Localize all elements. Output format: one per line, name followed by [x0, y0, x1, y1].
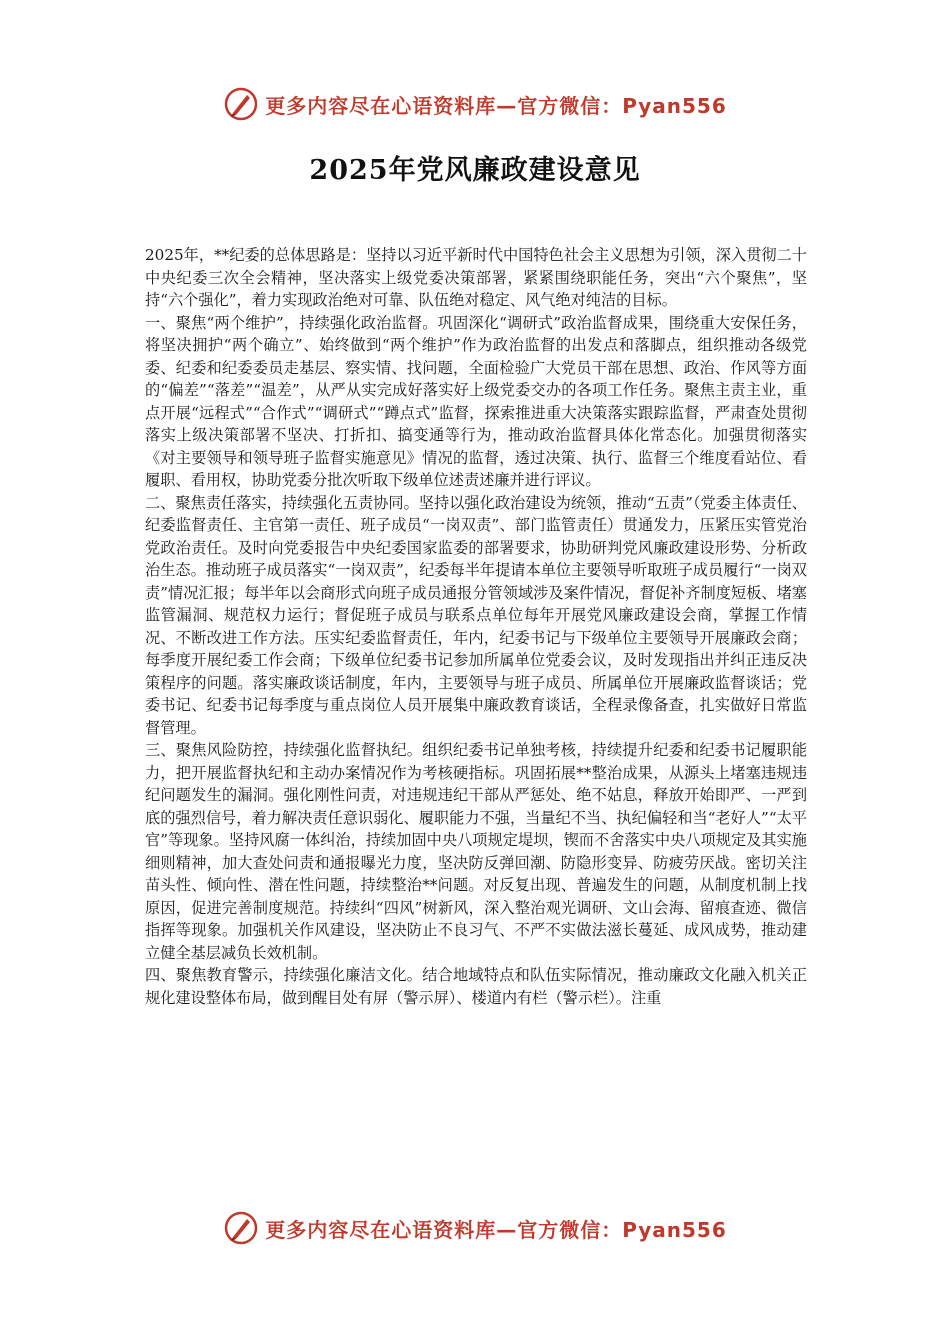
paragraph-section-3: 三、聚焦风险防控，持续强化监督执纪。组织纪委书记单独考核，持续提升纪委和纪委书记履职能力，把开展监督执纪和主动办案情况作为考核硬指标。巩固拓展**整治成果，从源头上堵塞违规违纪问题发生的漏洞。强化刚性问责，对违规违纪干部从严惩处、绝不姑息，释放开始即严、一严到底的强烈信号，着力解决责任意识弱化、履职能力不强，当量纪不当、执纪偏轻和当“老好人”“太平官”等现象。坚持风腐一体纠治，持续加固中央八项规定堤坝，锲而不舍落实中央八项规定及其实施细则精神，加大查处问责和通报曝光力度，坚决防反弹回潮、防隐形变异、防疲劳厌战。密切关注苗头性、倾向性、潜在性问题，持续整治**问题。对反复出现、普遍发生的问题，从制度机制上找原因，促进完善制度规范。持续纠“四风”树新风，深入整治观光调研、文山会海、留痕查迹、微信指挥等现象。加强机关作风建设，坚决防止不良习气、不严不实做法滋长蔓延、成风成势，推动建立健全基层减负长效机制。 — [145, 741, 807, 962]
paragraph-section-2: 二、聚焦责任落实，持续强化五责协同。坚持以强化政治建设为统领，推动“五责”（党委主体责任、纪委监督责任、主官第一责任、班子成员“一岗双责”、部门监管责任）贯通发力，压紧压实管党治党政治责任。及时向党委报告中央纪委国家监委的部署要求，协助研判党风廉政建设形势、分析政治生态。推动班子成员落实“一岗双责”，纪委每半年提请本单位主要领导听取班子成员履行“一岗双责”情况汇报；每半年以会商形式向班子成员通报分管领域涉及案件情况，督促补齐制度短板、堵塞监管漏洞、规范权力运行；督促班子成员与联系点单位每年开展党风廉政建设会商，掌握工作情况、不断改进工作方法。压实纪委监督责任，年内，纪委书记与下级单位主要领导开展廉政会商；每季度开展纪委工作会商；下级单位纪委书记参加所属单位党委会议，及时发现指出并纠正违反决策程序的问题。落实廉政谈话制度，年内，主要领导与班子成员、所属单位开展廉政监督谈话；党委书记、纪委书记每季度与重点岗位人员开展集中廉政教育谈话，全程录像备查，扎实做好日常监督管理。 — [145, 493, 807, 737]
document-body — [145, 244, 807, 1009]
paragraph-section-1: 一、聚焦“两个维护”，持续强化政治监督。巩固深化“调研式”政治监督成果，围绕重大安保任务，将坚决拥护“两个确立”、始终做到“两个维护”作为政治监督的出发点和落脚点，组织推动各级党委、纪委和纪委委员走基层、察实情、找问题，全面检验广大党员干部在思想、政治、作风等方面的“偏差”“落差”“温差”，从严从实完成好落实好上级党委交办的各项工作任务。聚焦主责主业，重点开展“远程式”“合作式”“调研式”“蹲点式”监督，探索推进重大决策落实跟踪监督，严肃查处贯彻落实上级决策部署不坚决、打折扣、搞变通等行为，推动政治监督具体化常态化。加强贯彻落实《对主要领导和领导班子监督实施意见》情况的监督，透过决策、执行、监督三个维度看站位、看履职、看用权，协助党委分批次听取下级单位述责述廉并进行评议。 — [145, 313, 807, 489]
paragraph-section-4: 四、聚焦教育警示，持续强化廉洁文化。结合地域特点和队伍实际情况，推动廉政文化融入机关正规化建设整体布局，做到醒目处有屏（警示屏）、楼道内有栏（警示栏）。注重 — [145, 966, 807, 1007]
paragraph-intro: 2025年，**纪委的总体思路是：坚持以习近平新时代中国特色社会主义思想为引领，深入贯彻二十中央纪委三次全会精神，坚决落实上级党委决策部署，紧紧围绕职能任务，突出“六个聚焦”，坚持“六个强化”，着力实现政治绝对可靠、队伍绝对稳定、风气绝对纯洁的目标。 — [145, 246, 807, 309]
header-banner — [0, 84, 950, 124]
footer-banner — [0, 1208, 950, 1248]
document-title: 2025年党风廉政建设意见 — [309, 155, 641, 186]
pen-logo-icon — [223, 1210, 259, 1246]
banner-text: 更多内容尽在心语资料库—官方微信：Pyan556 — [265, 93, 727, 118]
pen-logo-icon — [223, 86, 259, 122]
banner-text: 更多内容尽在心语资料库—官方微信：Pyan556 — [265, 1217, 727, 1242]
